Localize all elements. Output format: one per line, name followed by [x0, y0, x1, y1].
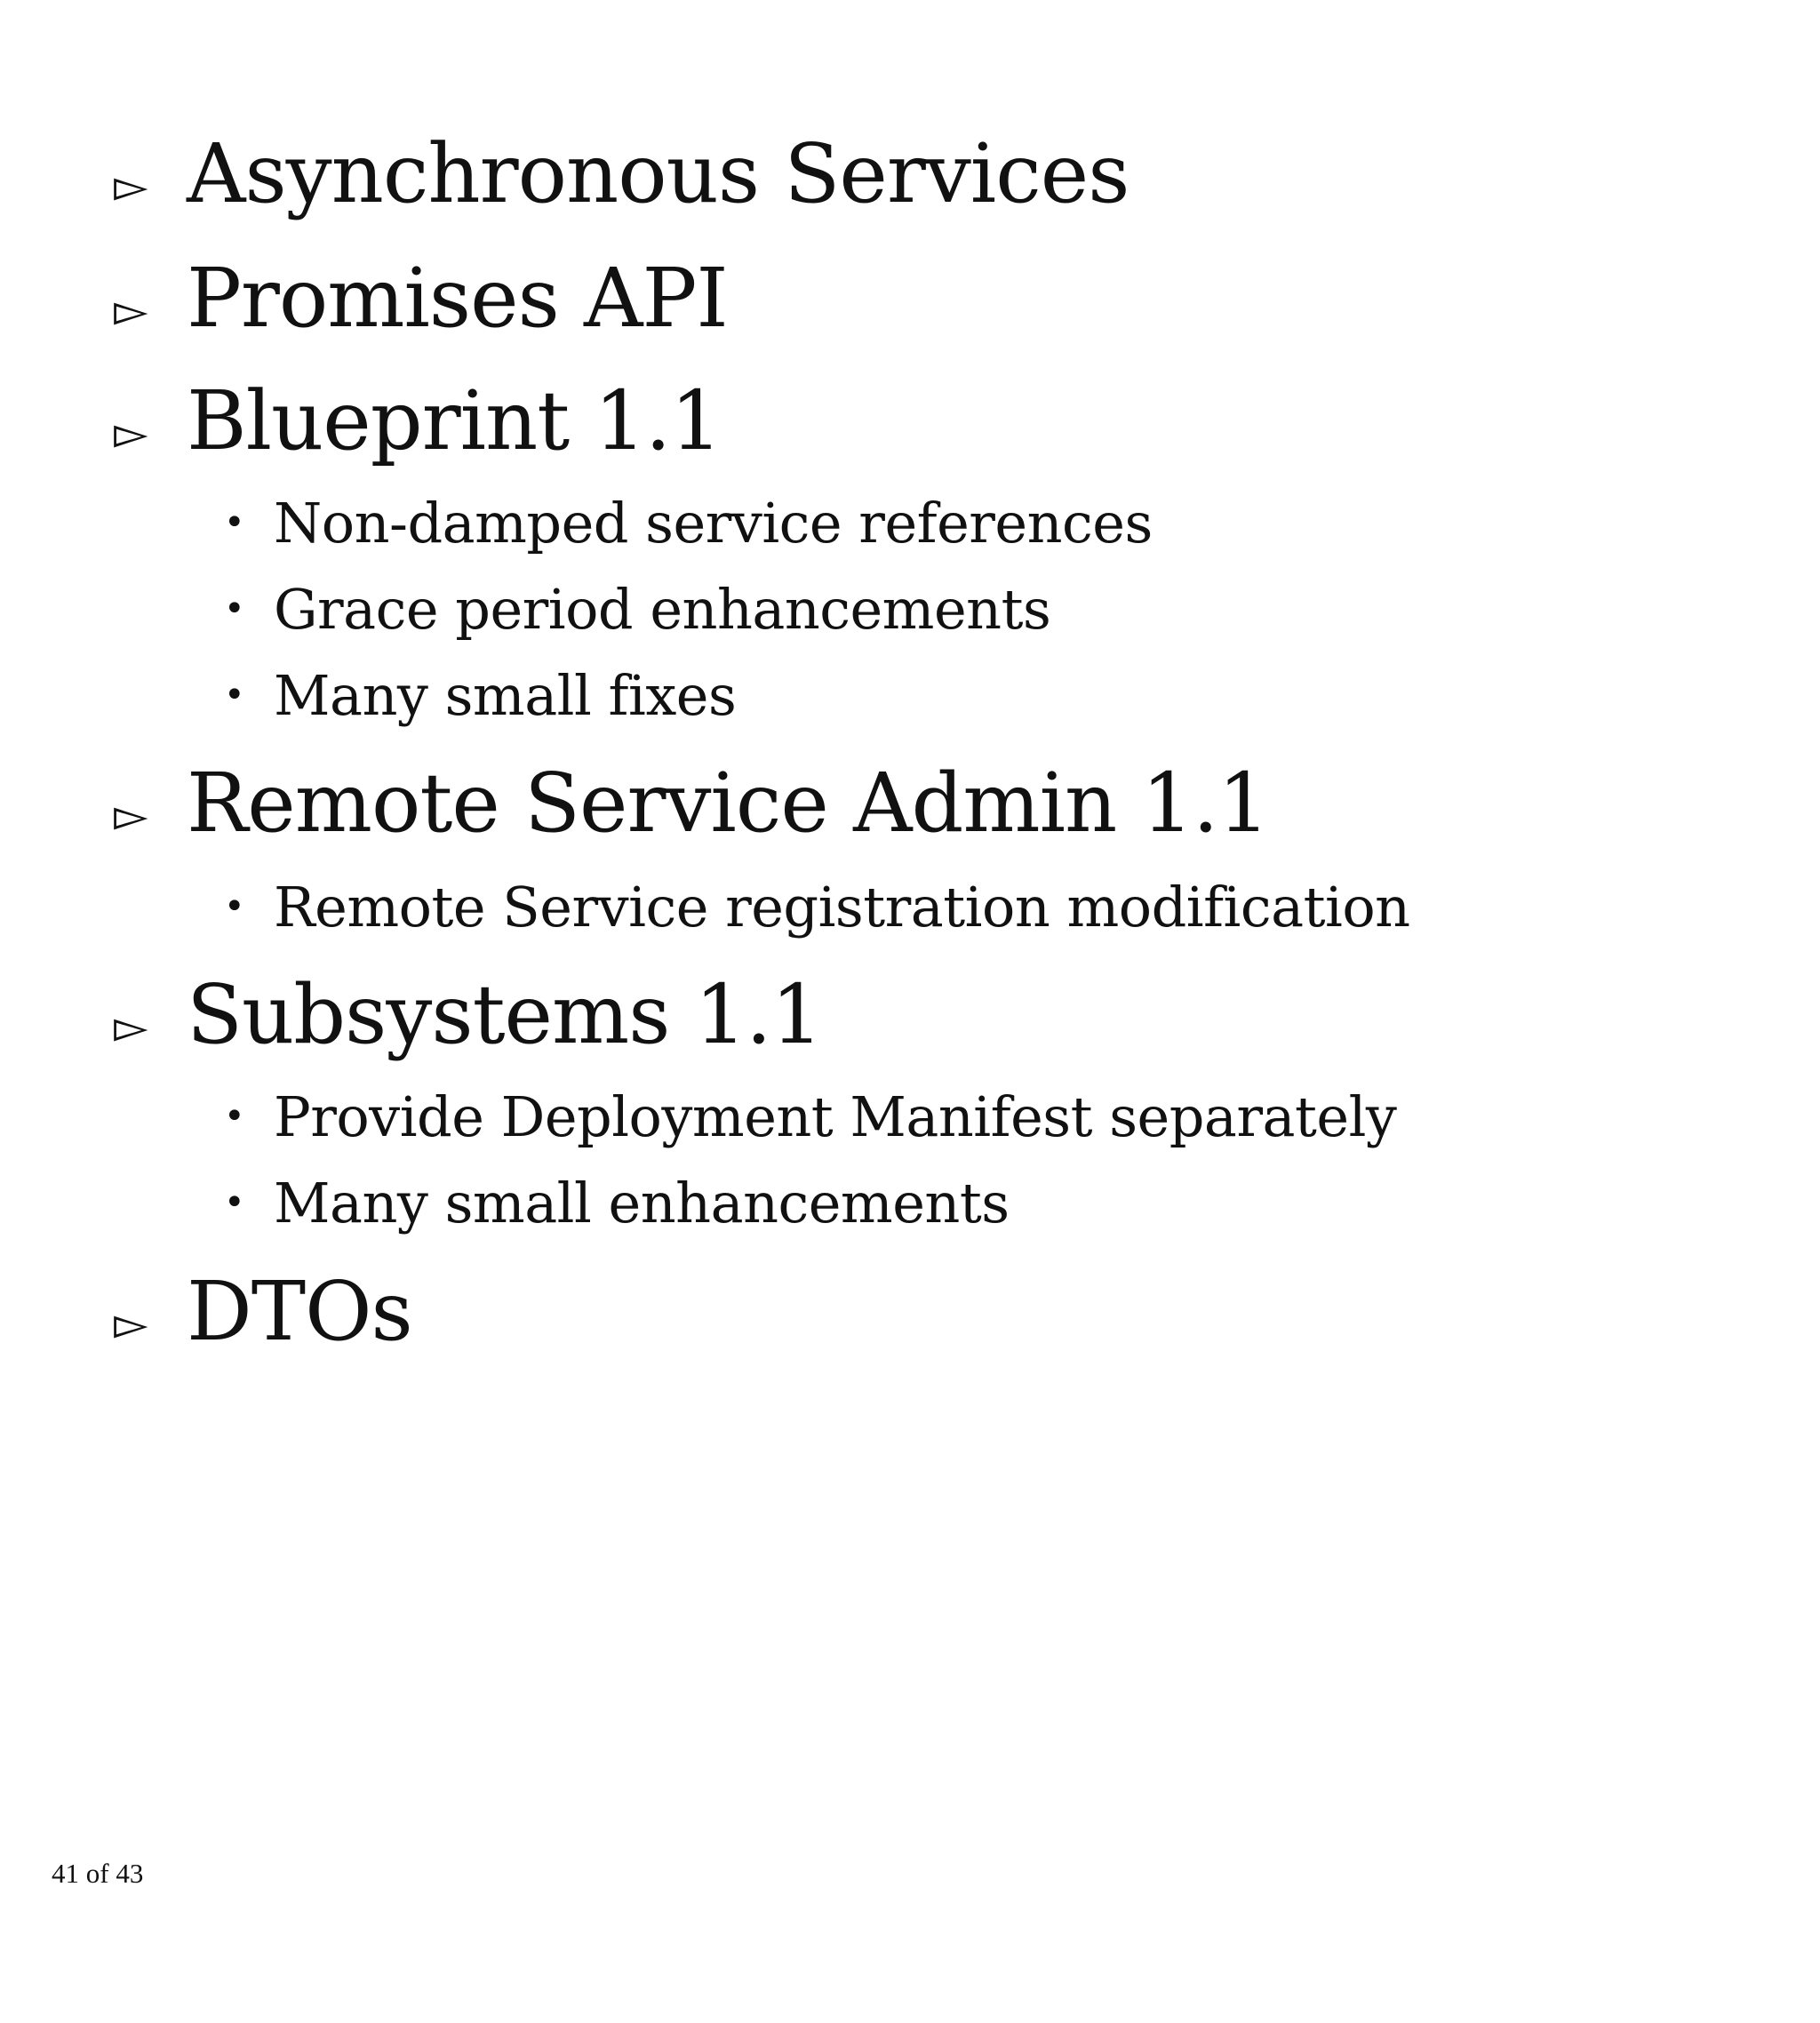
sub-bullet-text: Provide Deployment Manifest separately [274, 1084, 1397, 1149]
triangle-bullet-icon: ▻ [114, 160, 148, 212]
sub-bullet-text: Many small fixes [274, 663, 737, 728]
bullet-text: Subsystems 1.1 [187, 967, 822, 1062]
sub-bullet-text: Remote Service registration modification [274, 875, 1410, 940]
bullet-text: Remote Service Admin 1.1 [187, 756, 1269, 851]
dot-bullet-icon: • [224, 502, 245, 543]
dot-bullet-icon: • [224, 1182, 245, 1223]
triangle-bullet-icon: ▻ [114, 1001, 148, 1052]
triangle-bullet-icon: ▻ [114, 789, 148, 841]
triangle-bullet-icon: ▻ [114, 1298, 148, 1349]
dot-bullet-icon: • [224, 886, 245, 927]
dot-bullet-icon: • [224, 675, 245, 716]
bullet-text: Asynchronous Services [187, 126, 1130, 221]
sub-bullet-text: Non-damped service references [274, 491, 1153, 556]
triangle-bullet-icon: ▻ [114, 407, 148, 459]
bullet-text: Blueprint 1.1 [187, 373, 722, 468]
bullet-text: DTOs [187, 1264, 412, 1359]
bullet-text: Promises API [187, 251, 728, 346]
dot-bullet-icon: • [224, 1096, 245, 1137]
sub-bullet-text: Grace period enhancements [274, 577, 1051, 642]
page-number: 41 of 43 [52, 1858, 144, 1889]
triangle-bullet-icon: ▻ [114, 284, 148, 336]
dot-bullet-icon: • [224, 588, 245, 629]
sub-bullet-text: Many small enhancements [274, 1171, 1010, 1235]
